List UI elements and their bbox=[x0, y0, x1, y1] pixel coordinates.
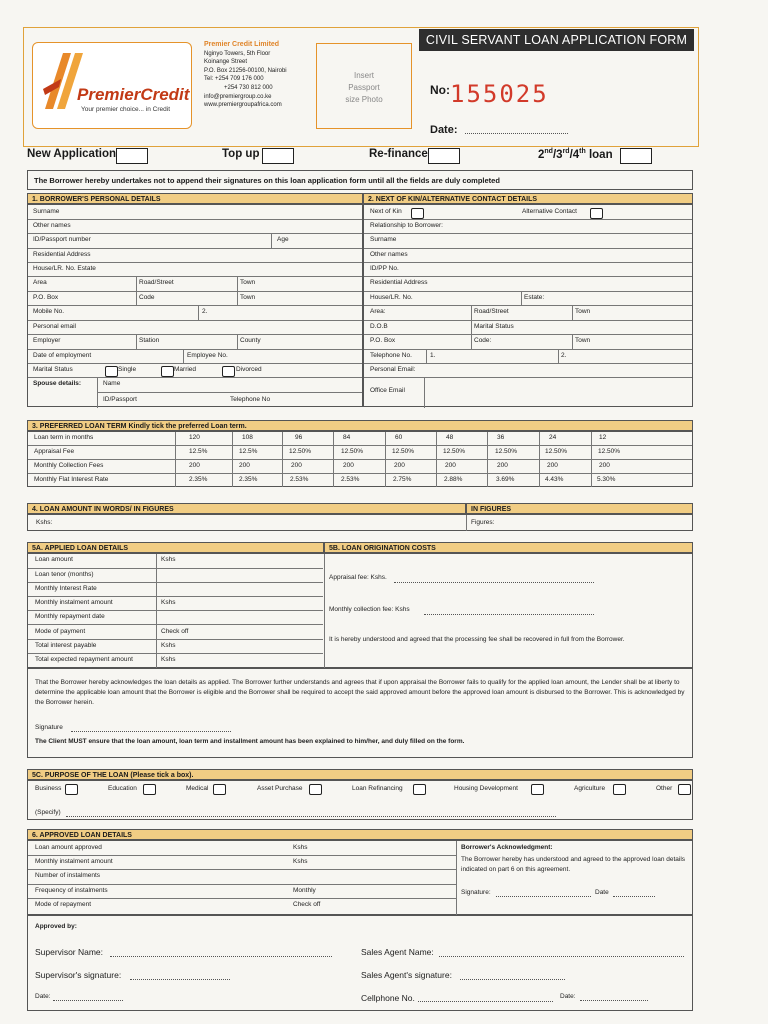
employee-no-label: Employee No. bbox=[187, 352, 228, 359]
interest-rate-cell: 4.43% bbox=[545, 476, 564, 483]
area-label: Area bbox=[33, 279, 47, 286]
kin-area-label: Area: bbox=[370, 308, 386, 315]
loan-term-cell[interactable]: 84 bbox=[343, 434, 351, 441]
sales-agent-signature-field[interactable] bbox=[460, 979, 565, 980]
photo-text: size Photo bbox=[345, 95, 383, 104]
address-line: +254 730 812 000 bbox=[224, 84, 273, 91]
form-title: CIVIL SERVANT LOAN APPLICATION FORM bbox=[419, 29, 694, 51]
id-number-label: ID/Passport number bbox=[33, 236, 91, 243]
kin-surname-label: Surname bbox=[370, 236, 397, 243]
applied-loan-row-value: Check off bbox=[161, 628, 189, 635]
borrower-ack-text: The Borrower hereby has understood and agreed to the approved loan details indicated on part 6 on this agreement. bbox=[461, 856, 686, 873]
sales-agent-name-label: Sales Agent Name: bbox=[361, 947, 434, 957]
collection-fee-cell: 200 bbox=[599, 462, 610, 469]
sales-agent-signature-label: Sales Agent's signature: bbox=[361, 970, 452, 980]
spouse-id-label: ID/Passport bbox=[103, 396, 137, 403]
next-of-kin-checkbox[interactable] bbox=[411, 208, 424, 219]
supervisor-signature-label: Supervisor's signature: bbox=[35, 970, 122, 980]
borrower-ack-signature-field[interactable] bbox=[496, 896, 591, 897]
cellphone-label: Cellphone No. bbox=[361, 993, 415, 1003]
purpose-refinancing-label: Loan Refinancing bbox=[352, 785, 403, 792]
section5b-header: 5B. LOAN ORIGINATION COSTS bbox=[324, 542, 693, 553]
collection-fee-cell: 200 bbox=[189, 462, 200, 469]
kin-pobox-label: P.O. Box bbox=[370, 337, 396, 344]
interest-rate-cell: 3.69% bbox=[496, 476, 515, 483]
purpose-asset-checkbox[interactable] bbox=[309, 784, 322, 795]
purpose-housing-checkbox[interactable] bbox=[531, 784, 544, 795]
applied-loan-row-value: Kshs bbox=[161, 599, 176, 606]
supervisor-date-label: Date: bbox=[35, 993, 51, 1000]
approved-loan-row-value: Monthly bbox=[293, 887, 316, 894]
house-estate-label: House/LR. No. Estate bbox=[33, 265, 96, 272]
sales-agent-date-field[interactable] bbox=[580, 1000, 648, 1001]
loan-term-cell[interactable]: 60 bbox=[395, 434, 403, 441]
interest-rate-cell: 2.75% bbox=[393, 476, 412, 483]
company-address bbox=[204, 41, 287, 110]
alternative-contact-label: Alternative Contact bbox=[522, 208, 577, 215]
next-of-kin-table bbox=[363, 204, 693, 407]
interest-rate-cell: 2.35% bbox=[189, 476, 208, 483]
interest-rate-cell: 2.53% bbox=[341, 476, 360, 483]
collection-fee-cell: 200 bbox=[239, 462, 250, 469]
married-label: Married bbox=[174, 366, 197, 373]
address-line: info@premiergroup.co.ke bbox=[204, 93, 272, 100]
specify-field[interactable] bbox=[66, 816, 556, 817]
approved-loan-row-label: Monthly instalment amount bbox=[35, 858, 113, 865]
purpose-asset-label: Asset Purchase bbox=[257, 785, 303, 792]
kin-telephone-2-label: 2. bbox=[561, 352, 567, 359]
applied-loan-row-label: Total expected repayment amount bbox=[35, 656, 133, 663]
supervisor-date-field[interactable] bbox=[53, 1000, 123, 1001]
approved-by-box bbox=[27, 915, 693, 1011]
appraisal-fee-cell: 12.50% bbox=[443, 448, 466, 455]
purpose-refinancing-checkbox[interactable] bbox=[413, 784, 426, 795]
interest-rate-cell: 5.30% bbox=[597, 476, 616, 483]
section1-header: 1. BORROWER'S PERSONAL DETAILS bbox=[27, 193, 363, 204]
company-logo bbox=[32, 42, 192, 129]
approved-loan-row-label: Number of instalments bbox=[35, 872, 101, 879]
divorced-label: Divorced bbox=[236, 366, 262, 373]
kin-id-label: ID/PP No. bbox=[370, 265, 399, 272]
loan-term-row-label: Loan term in months bbox=[34, 434, 94, 441]
top-up-checkbox[interactable] bbox=[262, 148, 294, 164]
borrower-ack-date-label: Date bbox=[595, 889, 609, 896]
collection-fee-cell: 200 bbox=[291, 462, 302, 469]
kin-personal-email-label: Personal Email: bbox=[370, 366, 416, 373]
marital-status-label: Marital Status bbox=[33, 366, 73, 373]
kin-residential-address-label: Residential Address bbox=[370, 279, 428, 286]
collection-fee-cell: 200 bbox=[445, 462, 456, 469]
in-figures-header: IN FIGURES bbox=[466, 503, 693, 514]
applied-loan-row-label: Loan amount bbox=[35, 556, 73, 563]
loan-purpose-box bbox=[27, 780, 693, 820]
purpose-housing-label: Housing Development bbox=[454, 785, 518, 792]
client-must-note: The Client MUST ensure that the loan amount, loan term and installment amount has been explained to him/her, and duly filled on the form. bbox=[35, 738, 465, 745]
applied-loan-row-value: Kshs bbox=[161, 642, 176, 649]
approved-loan-row-value: Kshs bbox=[293, 858, 308, 865]
purpose-agriculture-checkbox[interactable] bbox=[613, 784, 626, 795]
approved-loan-row-label: Loan amount approved bbox=[35, 844, 102, 851]
appraisal-fee-row-label: Appraisal Fee bbox=[34, 448, 75, 455]
supervisor-signature-field[interactable] bbox=[130, 979, 230, 980]
appraisal-fee-cell: 12.50% bbox=[545, 448, 568, 455]
kin-telephone-label: Telephone No. bbox=[370, 352, 412, 359]
applied-loan-row-label: Monthly repayment date bbox=[35, 613, 105, 620]
refinance-checkbox[interactable] bbox=[428, 148, 460, 164]
sales-agent-date-label: Date: bbox=[560, 993, 576, 1000]
age-label: Age bbox=[277, 236, 289, 243]
other-names-label: Other names bbox=[33, 222, 71, 229]
applied-loan-row-label: Mode of payment bbox=[35, 628, 86, 635]
approved-by-title: Approved by: bbox=[35, 923, 77, 930]
logo-wordmark: PremierCredit bbox=[77, 85, 190, 104]
interest-rate-row-label: Monthly Flat Interest Rate bbox=[34, 476, 109, 483]
sales-agent-name-field[interactable] bbox=[439, 956, 684, 957]
residential-address-label: Residential Address bbox=[33, 251, 91, 258]
appraisal-fee-cell: 12.50% bbox=[495, 448, 518, 455]
loan-term-cell[interactable]: 108 bbox=[242, 434, 253, 441]
single-checkbox[interactable] bbox=[105, 366, 118, 377]
interest-rate-cell: 2.53% bbox=[290, 476, 309, 483]
address-line: P.O. Box 21256-00100, Nairobi bbox=[204, 67, 287, 74]
approved-loan-row-value: Check off bbox=[293, 901, 321, 908]
kshs-words-label: Kshs: bbox=[36, 519, 53, 526]
purpose-education-checkbox[interactable] bbox=[143, 784, 156, 795]
acknowledgement-text: That the Borrower hereby acknowledges the loan details as applied. The Borrower further understands and agrees that if upon appraisal the Borrower fails to qualify for the applied loan amount, the Lender shall be at liberty to determine the applicable loan amount that the Borrower is eligible and the Borrower shall be required to accept the said approved amount before the approved loan amount is disbursed to the Borrower. This is acknowledged by the Borrower herein. bbox=[35, 679, 685, 706]
applied-loan-table bbox=[27, 553, 693, 668]
address-line: Koinange Street bbox=[204, 59, 248, 66]
purpose-other-label: Other bbox=[656, 785, 673, 792]
loan-amount-row bbox=[27, 514, 693, 531]
kin-marital-label: Marital Status bbox=[474, 323, 514, 330]
purpose-medical-checkbox[interactable] bbox=[213, 784, 226, 795]
single-label: Single bbox=[118, 366, 137, 373]
kin-town-label: Town bbox=[575, 337, 591, 344]
company-name: Premier Credit Limited bbox=[204, 41, 280, 48]
purpose-business-checkbox[interactable] bbox=[65, 784, 78, 795]
photo-text: Insert bbox=[353, 71, 374, 80]
new-application-checkbox[interactable] bbox=[116, 148, 148, 164]
surname-label: Surname bbox=[33, 208, 60, 215]
kin-dob-label: D.O.B bbox=[370, 323, 388, 330]
borrower-notice: The Borrower hereby undertakes not to append their signatures on this loan application form until all the fields are duly completed bbox=[27, 170, 693, 190]
kin-office-email-label: Office Email bbox=[370, 387, 405, 394]
purpose-education-label: Education bbox=[108, 785, 137, 792]
serial-number: 155025 bbox=[450, 80, 549, 108]
date-label: Date: bbox=[430, 124, 458, 136]
loan-term-cell[interactable]: 24 bbox=[549, 434, 557, 441]
logo-tagline: Your premier choice... in Credit bbox=[81, 106, 170, 113]
collection-fee-cell: 200 bbox=[394, 462, 405, 469]
kin-house-label: House/LR. No. bbox=[370, 294, 413, 301]
county-label: County bbox=[240, 337, 261, 344]
photo-text: Passport bbox=[348, 83, 380, 92]
appraisal-fee-cell: 12.5% bbox=[239, 448, 258, 455]
po-box-label: P.O. Box bbox=[33, 294, 59, 301]
spouse-details-label: Spouse details: bbox=[33, 380, 82, 387]
address-line: Nginyo Towers, 5th Floor bbox=[204, 50, 271, 57]
passport-photo-box[interactable] bbox=[316, 43, 412, 129]
address-line: www.premiergroupafrica.com bbox=[204, 102, 282, 109]
town-label: Town bbox=[240, 279, 256, 286]
interest-rate-cell: 2.88% bbox=[444, 476, 463, 483]
approved-loan-row-value: Kshs bbox=[293, 844, 308, 851]
top-up-label: Top up bbox=[222, 148, 260, 160]
section5c-header: 5C. PURPOSE OF THE LOAN (Please tick a box). bbox=[27, 769, 693, 780]
appraisal-fee-cell: 12.5% bbox=[189, 448, 208, 455]
code-label: Code bbox=[139, 294, 155, 301]
purpose-other-checkbox[interactable] bbox=[678, 784, 691, 795]
appraisal-fee-cell: 12.50% bbox=[289, 448, 312, 455]
kin-estate-label: Estate: bbox=[524, 294, 545, 301]
repeat-loan-checkbox[interactable] bbox=[620, 148, 652, 164]
loan-term-table bbox=[27, 431, 693, 487]
approved-loan-table bbox=[27, 840, 693, 915]
applied-loan-row-label: Monthly instalment amount bbox=[35, 599, 113, 606]
appraisal-fee-cell: 12.50% bbox=[341, 448, 364, 455]
appraisal-fee-field[interactable] bbox=[394, 582, 594, 583]
kin-other-names-label: Other names bbox=[370, 251, 408, 258]
kin-telephone-1-label: 1. bbox=[430, 352, 436, 359]
station-label: Station bbox=[139, 337, 160, 344]
appraisal-fee-cell: 12.50% bbox=[392, 448, 415, 455]
section3-header: 3. PREFERRED LOAN TERM Kindly tick the preferred Loan term. bbox=[27, 420, 693, 431]
collection-fee-label: Monthly collection fee: Kshs bbox=[329, 606, 410, 613]
section4-header: 4. LOAN AMOUNT IN WORDS/ IN FIGURES bbox=[27, 503, 466, 514]
address-line: Tel: +254 709 176 000 bbox=[204, 76, 264, 83]
borrower-ack-date-field[interactable] bbox=[613, 896, 655, 897]
applied-loan-row-label: Monthly Interest Rate bbox=[35, 585, 97, 592]
borrower-ack-title: Borrower's Acknowledgment: bbox=[461, 844, 553, 851]
kin-town-label: Town bbox=[575, 308, 591, 315]
serial-label: No: bbox=[430, 83, 450, 97]
approved-loan-row-label: Mode of repayment bbox=[35, 901, 92, 908]
loan-term-cell[interactable]: 36 bbox=[497, 434, 505, 441]
loan-term-cell[interactable]: 12 bbox=[599, 434, 607, 441]
collection-fee-cell: 200 bbox=[343, 462, 354, 469]
purpose-medical-label: Medical bbox=[186, 785, 209, 792]
purpose-agriculture-label: Agriculture bbox=[574, 785, 606, 792]
relationship-label: Relationship to Borrower: bbox=[370, 222, 443, 229]
figures-label: Figures: bbox=[471, 519, 495, 526]
personal-email-label: Personal email bbox=[33, 323, 76, 330]
married-checkbox[interactable] bbox=[161, 366, 174, 377]
interest-rate-cell: 2.35% bbox=[239, 476, 258, 483]
section5a-header: 5A. APPLIED LOAN DETAILS bbox=[27, 542, 324, 553]
collection-fee-cell: 200 bbox=[497, 462, 508, 469]
employer-label: Employer bbox=[33, 337, 61, 344]
applied-loan-row-label: Total interest payable bbox=[35, 642, 97, 649]
processing-fee-note: It is hereby understood and agreed that the processing fee shall be recovered in full from the Borrower. bbox=[329, 636, 625, 643]
signature-label: Signature bbox=[35, 724, 63, 731]
specify-label: (Specify) bbox=[35, 809, 61, 816]
spouse-name-label: Name bbox=[103, 380, 121, 387]
loan-term-cell[interactable]: 96 bbox=[295, 434, 303, 441]
applied-loan-row-value: Kshs bbox=[161, 656, 176, 663]
cellphone-field[interactable] bbox=[418, 1001, 553, 1002]
collection-fee-cell: 200 bbox=[547, 462, 558, 469]
applied-loan-row-label: Loan tenor (months) bbox=[35, 571, 94, 578]
town-label: Town bbox=[240, 294, 256, 301]
spouse-telephone-label: Telephone No bbox=[230, 396, 271, 403]
repeat-loan-label: 2nd/3rd/4th loan bbox=[538, 148, 613, 161]
applied-loan-row-value: Kshs bbox=[161, 556, 176, 563]
date-field[interactable] bbox=[465, 133, 568, 134]
section6-header: 6. APPROVED LOAN DETAILS bbox=[27, 829, 693, 840]
collection-fee-row-label: Monthly Collection Fees bbox=[34, 462, 104, 469]
refinance-label: Re-finance bbox=[369, 148, 428, 160]
borrower-ack-signature-label: Signature: bbox=[461, 889, 491, 896]
appraisal-fee-cell: 12.50% bbox=[598, 448, 621, 455]
purpose-business-label: Business bbox=[35, 785, 62, 792]
kin-road-label: Road/Street bbox=[474, 308, 509, 315]
kin-code-label: Code: bbox=[474, 337, 492, 344]
supervisor-name-field[interactable] bbox=[110, 956, 332, 957]
supervisor-name-label: Supervisor Name: bbox=[35, 947, 104, 957]
mobile-2-label: 2. bbox=[202, 308, 208, 315]
next-of-kin-label: Next of Kin bbox=[370, 208, 402, 215]
appraisal-fee-label: Appraisal fee: Kshs. bbox=[329, 574, 387, 581]
section2-header: 2. NEXT OF KIN/ALTERNATIVE CONTACT DETAILS bbox=[363, 193, 693, 204]
borrower-details-table bbox=[27, 204, 363, 407]
employment-date-label: Date of employment bbox=[33, 352, 92, 359]
road-label: Road/Street bbox=[139, 279, 174, 286]
loan-term-cell[interactable]: 48 bbox=[446, 434, 454, 441]
alternative-contact-checkbox[interactable] bbox=[590, 208, 603, 219]
divorced-checkbox[interactable] bbox=[222, 366, 235, 377]
loan-term-cell[interactable]: 120 bbox=[189, 434, 200, 441]
mobile-label: Mobile No. bbox=[33, 308, 65, 315]
borrower-signature-field[interactable] bbox=[71, 731, 231, 732]
new-application-label: New Application bbox=[27, 148, 117, 160]
acknowledgement-box bbox=[27, 668, 693, 758]
approved-loan-row-label: Frequency of instalments bbox=[35, 887, 108, 894]
collection-fee-field[interactable] bbox=[424, 614, 594, 615]
